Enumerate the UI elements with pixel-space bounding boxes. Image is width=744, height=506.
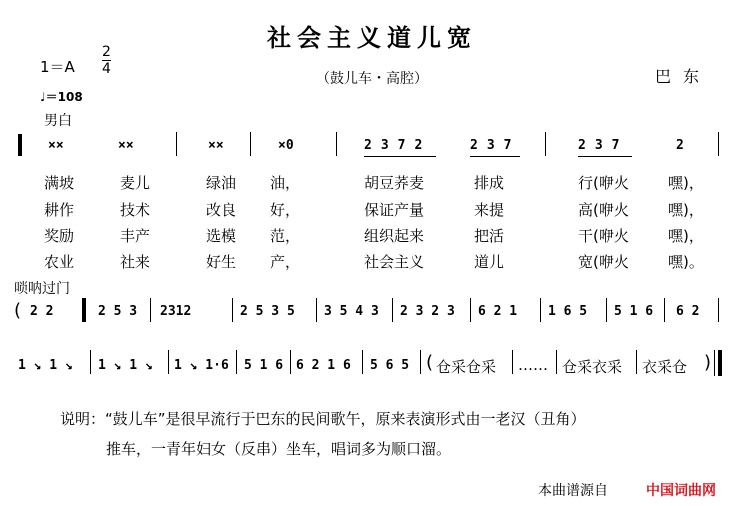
barline	[556, 350, 557, 374]
barline	[606, 298, 607, 322]
time-signature	[102, 44, 111, 77]
barline	[718, 132, 719, 156]
lyric-line-2: 耕作 技术 改良 好， 保证产量 来提 高(咿火 嘿)，	[44, 201, 704, 219]
ellipsis: ……	[518, 356, 548, 374]
barline	[540, 298, 541, 322]
part-label-suona: 唢呐过门	[14, 281, 70, 297]
barline	[336, 132, 337, 156]
barline	[512, 350, 513, 374]
barline	[470, 298, 471, 322]
barline	[316, 298, 317, 322]
note-group: 2	[676, 138, 684, 153]
lyric-line-4: 农业 社来 好生 产， 社会主义 道儿 宽(咿火 嘿)。	[44, 253, 704, 271]
description-line-1: 说明：“鼓儿车”是很早流行于巴东的民间歌午，原来表演形式由一老汉（丑角）	[60, 410, 586, 428]
tempo-marking: ♩＝108	[40, 90, 83, 104]
note-group: ××	[208, 138, 224, 153]
start-barline	[18, 134, 22, 156]
note-group: 237	[470, 138, 521, 153]
barline	[362, 350, 363, 374]
time-top: 2	[102, 44, 111, 60]
end-barline-thick	[718, 350, 722, 376]
percussion-text: 仓采衣采	[562, 358, 623, 376]
description-line-2: 推车，一青年妇女（反串）坐车，唱词多为顺口溜。	[106, 440, 452, 458]
barline	[232, 298, 233, 322]
source-label: 本曲谱源自	[538, 483, 608, 499]
lyric-line-3: 奖励 丰产 选模 范， 组织起来 把活 干(咿火 嘿)，	[44, 227, 704, 245]
barline	[150, 298, 151, 322]
note-group: ×0	[278, 138, 294, 153]
author: 巴东	[655, 67, 712, 86]
barline	[392, 298, 393, 322]
note-group: ××	[48, 138, 64, 153]
note-group: ××	[118, 138, 134, 153]
subtitle: （鼓儿车・高腔）	[316, 71, 428, 87]
barline	[664, 298, 665, 322]
part-label-male: 男白	[44, 113, 72, 129]
barline	[290, 350, 291, 374]
lyric-line-1: 满坡 麦儿 绿油 油， 胡豆荞麦 排成 行(咿火 嘿)，	[44, 174, 704, 192]
barline	[176, 132, 177, 156]
percussion-text: 衣采仓	[642, 358, 688, 376]
page-title: 社会主义道儿宽	[267, 24, 477, 52]
note-group: 2372	[364, 138, 432, 153]
barline	[420, 350, 421, 374]
barline	[250, 132, 251, 156]
barline	[236, 350, 237, 374]
note-group: 237	[578, 138, 629, 153]
barline	[168, 350, 169, 374]
barline	[636, 350, 637, 374]
site-name[interactable]: 中国词曲网	[646, 483, 716, 499]
end-barline-thin	[714, 350, 715, 376]
time-bottom: 4	[102, 61, 111, 77]
key-signature: 1＝A	[40, 58, 75, 76]
repeat-barline	[82, 298, 86, 322]
description	[60, 404, 586, 464]
barline	[545, 132, 546, 156]
barline	[718, 298, 719, 322]
percussion-text: 仓采仓采	[436, 358, 497, 376]
barline	[90, 350, 91, 374]
